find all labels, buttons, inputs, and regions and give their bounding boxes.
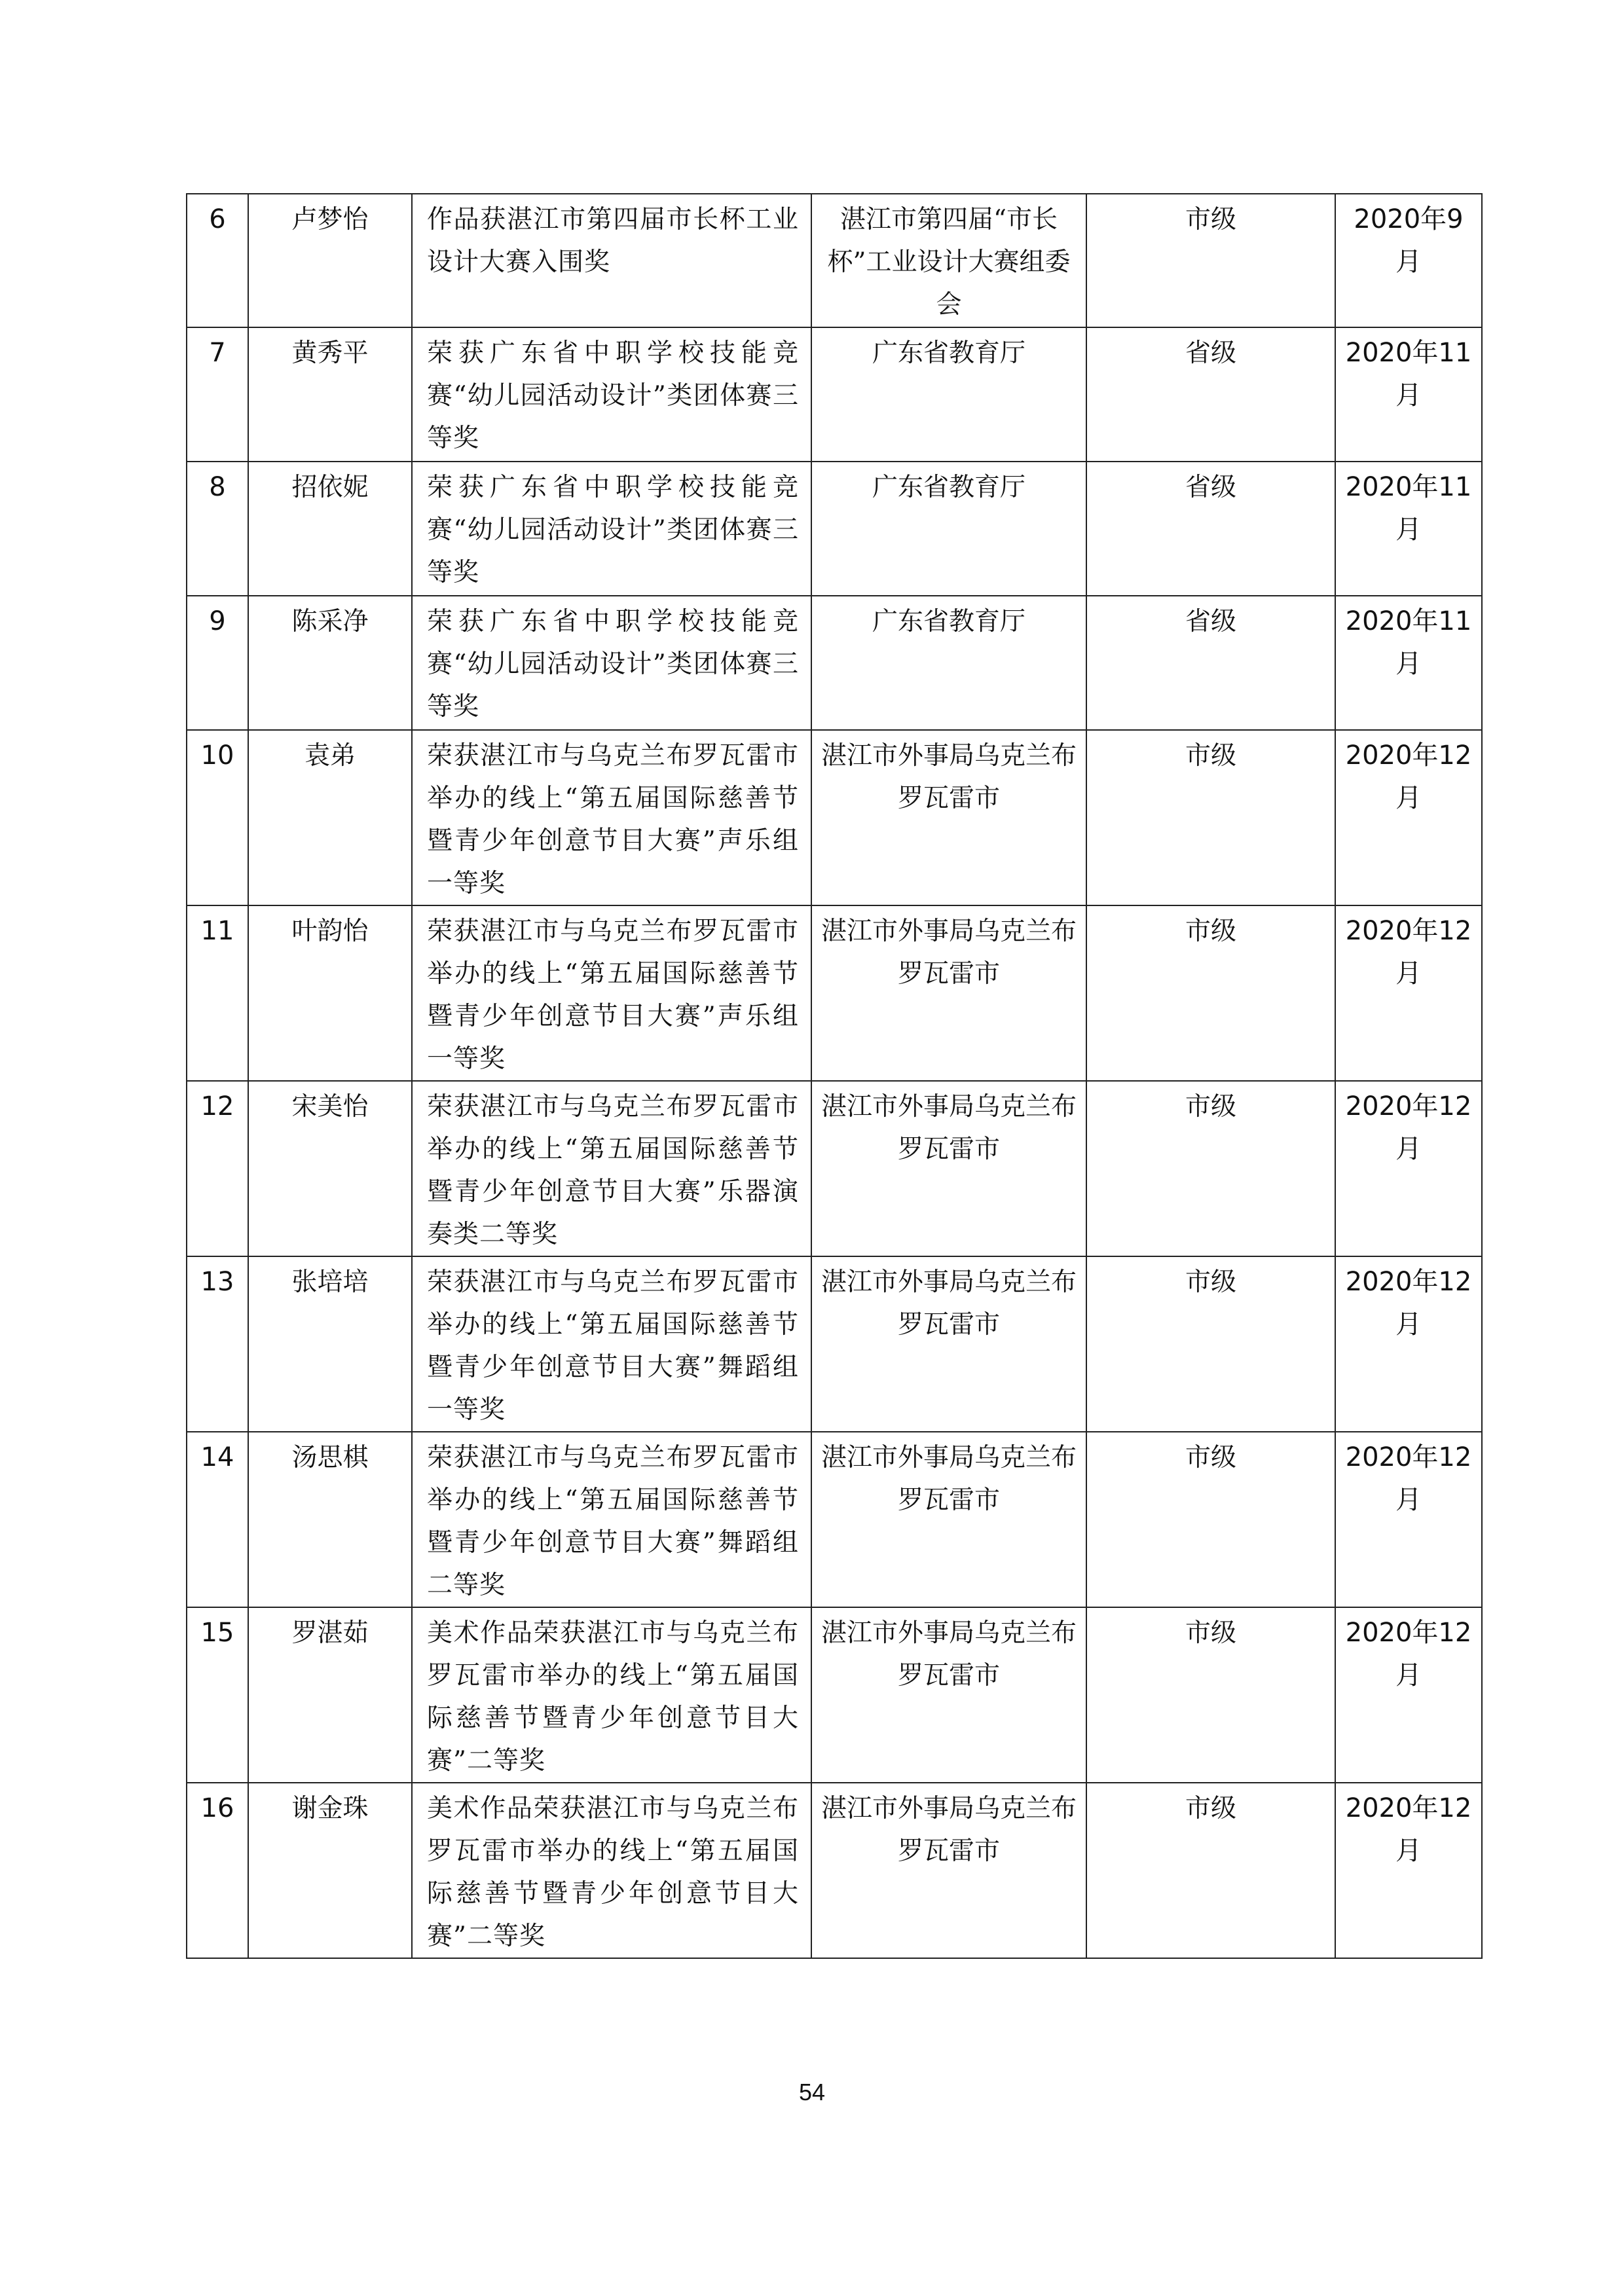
awards-table: [186, 193, 1483, 1959]
row-number-text: 15: [200, 1618, 234, 1648]
award-date: [1335, 327, 1482, 462]
student-name: 罗湛茹: [248, 1607, 412, 1783]
award-date-text: 2020年11月: [1345, 338, 1472, 410]
award-level: 市级: [1086, 730, 1335, 905]
award-organizer: 湛江市外事局乌克兰布罗瓦雷市: [811, 1783, 1086, 1958]
award-date-text: 2020年12月: [1345, 1618, 1472, 1690]
student-name: 宋美怡: [248, 1081, 412, 1256]
award-description: 作品获湛江市第四届市长杯工业设计大赛入围奖: [412, 194, 811, 327]
table-row: [187, 730, 1482, 905]
table-row: [187, 1081, 1482, 1256]
award-description: 荣获湛江市与乌克兰布罗瓦雷市举办的线上“第五届国际慈善节暨青少年创意节目大赛”舞蹈组二等奖: [412, 1432, 811, 1607]
award-level: 市级: [1086, 194, 1335, 327]
table-row: [187, 1256, 1482, 1432]
award-date: [1335, 1783, 1482, 1958]
award-organizer: 广东省教育厅: [811, 327, 1086, 462]
row-number-text: 13: [200, 1267, 234, 1297]
student-name: 袁弟: [248, 730, 412, 905]
award-description: 美术作品荣获湛江市与乌克兰布罗瓦雷市举办的线上“第五届国际慈善节暨青少年创意节目大赛”二等奖: [412, 1783, 811, 1958]
row-number: [187, 1432, 248, 1607]
student-name: 叶韵怡: [248, 905, 412, 1081]
student-name: 卢梦怡: [248, 194, 412, 327]
student-name: 招依妮: [248, 462, 412, 596]
award-date: [1335, 1432, 1482, 1607]
row-number-text: 8: [209, 472, 226, 502]
award-level: 省级: [1086, 462, 1335, 596]
row-number: [187, 730, 248, 905]
row-number: [187, 1783, 248, 1958]
award-organizer: 湛江市外事局乌克兰布罗瓦雷市: [811, 905, 1086, 1081]
row-number: [187, 905, 248, 1081]
award-date-text: 2020年11月: [1345, 606, 1472, 679]
row-number-text: 9: [209, 606, 226, 636]
award-date-text: 2020年12月: [1345, 916, 1472, 989]
award-organizer: 湛江市外事局乌克兰布罗瓦雷市: [811, 730, 1086, 905]
student-name: 汤思棋: [248, 1432, 412, 1607]
award-organizer: 湛江市外事局乌克兰布罗瓦雷市: [811, 1256, 1086, 1432]
award-description: 荣获广东省中职学校技能竞赛“幼儿园活动设计”类团体赛三等奖: [412, 462, 811, 596]
student-name: 谢金珠: [248, 1783, 412, 1958]
row-number: [187, 327, 248, 462]
row-number-text: 11: [200, 916, 234, 946]
table-row: [187, 1783, 1482, 1958]
student-name: 张培培: [248, 1256, 412, 1432]
award-description: 荣获湛江市与乌克兰布罗瓦雷市举办的线上“第五届国际慈善节暨青少年创意节目大赛”乐器演奏类二等奖: [412, 1081, 811, 1256]
table-row: [187, 1607, 1482, 1783]
award-level: 市级: [1086, 1607, 1335, 1783]
award-date: [1335, 596, 1482, 730]
awards-table-body: [187, 194, 1482, 1958]
award-date-text: 2020年12月: [1345, 1442, 1472, 1515]
row-number: [187, 462, 248, 596]
row-number-text: 14: [200, 1442, 234, 1472]
award-date: [1335, 1081, 1482, 1256]
award-date: [1335, 194, 1482, 327]
award-description: 荣获湛江市与乌克兰布罗瓦雷市举办的线上“第五届国际慈善节暨青少年创意节目大赛”声乐组一等奖: [412, 905, 811, 1081]
row-number-text: 16: [200, 1793, 234, 1823]
award-level: 市级: [1086, 1432, 1335, 1607]
row-number-text: 6: [209, 204, 226, 234]
award-level: 市级: [1086, 905, 1335, 1081]
row-number-text: 12: [200, 1091, 234, 1121]
student-name: 黄秀平: [248, 327, 412, 462]
table-row: [187, 596, 1482, 730]
award-date-text: 2020年12月: [1345, 1793, 1472, 1866]
award-organizer: 湛江市外事局乌克兰布罗瓦雷市: [811, 1081, 1086, 1256]
row-number: [187, 1256, 248, 1432]
award-description: 荣获湛江市与乌克兰布罗瓦雷市举办的线上“第五届国际慈善节暨青少年创意节目大赛”舞蹈组一等奖: [412, 1256, 811, 1432]
table-row: [187, 905, 1482, 1081]
award-date-text: 2020年12月: [1345, 740, 1472, 813]
award-date-text: 2020年11月: [1345, 472, 1472, 545]
award-date-text: 2020年12月: [1345, 1267, 1472, 1339]
award-organizer: 湛江市外事局乌克兰布罗瓦雷市: [811, 1607, 1086, 1783]
row-number: [187, 194, 248, 327]
award-date-text: 2020年12月: [1345, 1091, 1472, 1164]
award-date: [1335, 730, 1482, 905]
award-date: [1335, 1256, 1482, 1432]
row-number: [187, 596, 248, 730]
award-organizer: 湛江市第四届“市长杯”工业设计大赛组委会: [811, 194, 1086, 327]
row-number: [187, 1081, 248, 1256]
award-organizer: 广东省教育厅: [811, 462, 1086, 596]
award-level: 市级: [1086, 1783, 1335, 1958]
table-row: [187, 462, 1482, 596]
page-number: 54: [798, 2079, 826, 2105]
table-row: [187, 1432, 1482, 1607]
award-level: 省级: [1086, 596, 1335, 730]
award-level: 市级: [1086, 1081, 1335, 1256]
row-number: [187, 1607, 248, 1783]
award-description: 荣获广东省中职学校技能竞赛“幼儿园活动设计”类团体赛三等奖: [412, 327, 811, 462]
award-level: 省级: [1086, 327, 1335, 462]
student-name: 陈采净: [248, 596, 412, 730]
row-number-text: 10: [200, 740, 234, 771]
award-level: 市级: [1086, 1256, 1335, 1432]
award-description: 荣获广东省中职学校技能竞赛“幼儿园活动设计”类团体赛三等奖: [412, 596, 811, 730]
award-date: [1335, 905, 1482, 1081]
table-row: [187, 194, 1482, 327]
row-number-text: 7: [209, 338, 226, 368]
award-organizer: 湛江市外事局乌克兰布罗瓦雷市: [811, 1432, 1086, 1607]
award-date-text: 2020年9月: [1354, 204, 1464, 277]
award-organizer: 广东省教育厅: [811, 596, 1086, 730]
award-description: 美术作品荣获湛江市与乌克兰布罗瓦雷市举办的线上“第五届国际慈善节暨青少年创意节目大赛”二等奖: [412, 1607, 811, 1783]
award-description: 荣获湛江市与乌克兰布罗瓦雷市举办的线上“第五届国际慈善节暨青少年创意节目大赛”声乐组一等奖: [412, 730, 811, 905]
award-date: [1335, 1607, 1482, 1783]
table-row: [187, 327, 1482, 462]
award-date: [1335, 462, 1482, 596]
